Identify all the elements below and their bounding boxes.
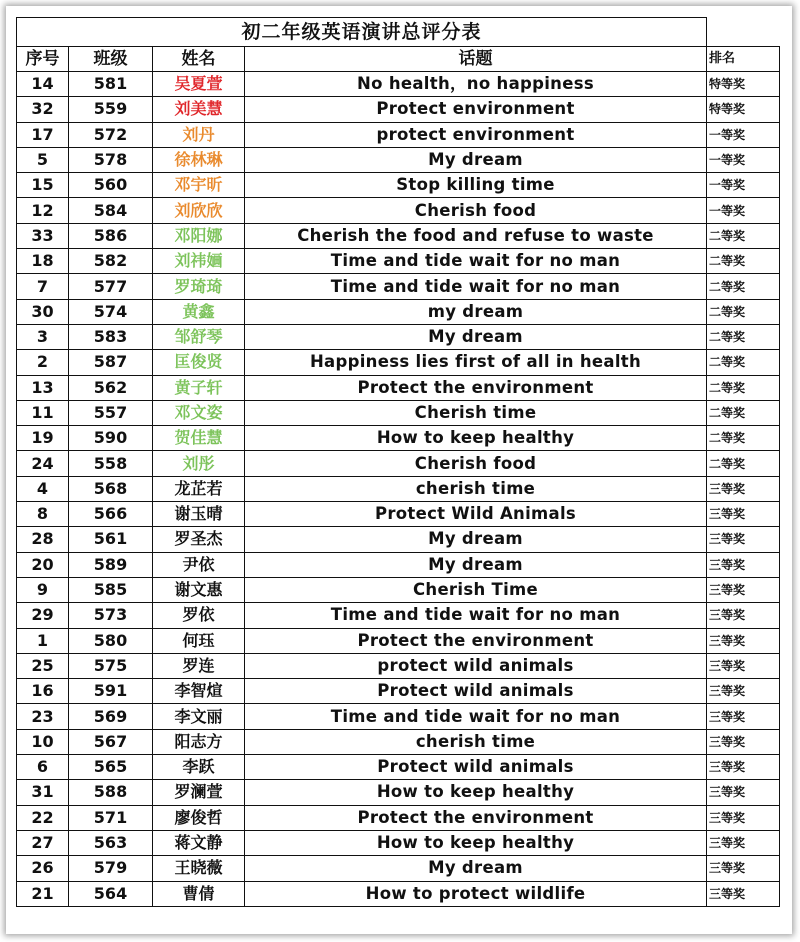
cell-seq: 2: [17, 350, 69, 375]
cell-topic: Happiness lies first of all in health: [245, 350, 707, 375]
cell-rank: 二等奖: [707, 350, 780, 375]
cell-rank: 三等奖: [707, 653, 780, 678]
cell-rank: 二等奖: [707, 400, 780, 425]
table-row: [17, 729, 780, 754]
table-row: [17, 552, 780, 577]
cell-class: 585: [69, 577, 153, 602]
cell-class: 567: [69, 729, 153, 754]
cell-rank: 二等奖: [707, 324, 780, 349]
cell-class: 578: [69, 147, 153, 172]
table-title: 初二年级英语演讲总评分表: [17, 18, 707, 47]
table-row: [17, 476, 780, 501]
cell-name: 谢文惠: [153, 577, 245, 602]
cell-class: 580: [69, 628, 153, 653]
cell-topic: my dream: [245, 299, 707, 324]
cell-rank: 三等奖: [707, 755, 780, 780]
cell-topic: Cherish food: [245, 198, 707, 223]
cell-class: 559: [69, 97, 153, 122]
cell-seq: 31: [17, 780, 69, 805]
cell-name: 何珏: [153, 628, 245, 653]
table-row: [17, 780, 780, 805]
table-row: [17, 198, 780, 223]
table-row: [17, 856, 780, 881]
cell-rank: 三等奖: [707, 780, 780, 805]
cell-name: 王晓薇: [153, 856, 245, 881]
cell-topic: Cherish the food and refuse to waste: [245, 223, 707, 248]
table-row: [17, 97, 780, 122]
table-row: [17, 223, 780, 248]
cell-seq: 5: [17, 147, 69, 172]
cell-name: 邓宇昕: [153, 173, 245, 198]
cell-name: 罗圣杰: [153, 527, 245, 552]
table-row: [17, 603, 780, 628]
cell-rank: 特等奖: [707, 72, 780, 97]
table-row: [17, 299, 780, 324]
cell-seq: 33: [17, 223, 69, 248]
cell-seq: 24: [17, 451, 69, 476]
cell-topic: Protect the environment: [245, 375, 707, 400]
header-row: [17, 47, 780, 72]
cell-name: 贺佳慧: [153, 426, 245, 451]
cell-class: 562: [69, 375, 153, 400]
cell-topic: Time and tide wait for no man: [245, 274, 707, 299]
table-row: [17, 72, 780, 97]
cell-name: 罗琦琦: [153, 274, 245, 299]
cell-topic: Protect wild animals: [245, 679, 707, 704]
cell-name: 蒋文静: [153, 830, 245, 855]
cell-name: 罗澜萱: [153, 780, 245, 805]
cell-rank: 三等奖: [707, 577, 780, 602]
cell-seq: 23: [17, 704, 69, 729]
cell-rank: 三等奖: [707, 603, 780, 628]
cell-name: 曹倩: [153, 881, 245, 906]
cell-class: 560: [69, 173, 153, 198]
cell-topic: protect environment: [245, 122, 707, 147]
table-row: [17, 147, 780, 172]
cell-topic: Cherish food: [245, 451, 707, 476]
cell-seq: 11: [17, 400, 69, 425]
cell-name: 刘彤: [153, 451, 245, 476]
cell-seq: 15: [17, 173, 69, 198]
cell-name: 刘美慧: [153, 97, 245, 122]
cell-rank: 一等奖: [707, 198, 780, 223]
cell-class: 591: [69, 679, 153, 704]
cell-name: 邹舒琴: [153, 324, 245, 349]
cell-seq: 13: [17, 375, 69, 400]
cell-seq: 32: [17, 97, 69, 122]
cell-rank: 二等奖: [707, 274, 780, 299]
table-body: [17, 72, 780, 907]
cell-seq: 20: [17, 552, 69, 577]
table-row: [17, 502, 780, 527]
cell-rank: 三等奖: [707, 704, 780, 729]
cell-name: 阳志方: [153, 729, 245, 754]
cell-topic: Cherish time: [245, 400, 707, 425]
score-table: [16, 17, 780, 907]
cell-class: 572: [69, 122, 153, 147]
cell-class: 587: [69, 350, 153, 375]
cell-topic: Time and tide wait for no man: [245, 603, 707, 628]
cell-topic: Protect environment: [245, 97, 707, 122]
cell-seq: 7: [17, 274, 69, 299]
cell-seq: 4: [17, 476, 69, 501]
cell-name: 李跃: [153, 755, 245, 780]
cell-class: 588: [69, 780, 153, 805]
header-topic: 话题: [245, 47, 707, 72]
cell-class: 574: [69, 299, 153, 324]
cell-class: 557: [69, 400, 153, 425]
cell-topic: cherish time: [245, 729, 707, 754]
cell-rank: 一等奖: [707, 122, 780, 147]
cell-rank: 二等奖: [707, 451, 780, 476]
cell-name: 尹依: [153, 552, 245, 577]
cell-topic: My dream: [245, 527, 707, 552]
cell-topic: cherish time: [245, 476, 707, 501]
table-row: [17, 173, 780, 198]
cell-seq: 3: [17, 324, 69, 349]
table-row: [17, 704, 780, 729]
table-row: [17, 805, 780, 830]
cell-topic: How to keep healthy: [245, 830, 707, 855]
table-row: [17, 451, 780, 476]
cell-rank: 三等奖: [707, 476, 780, 501]
cell-seq: 30: [17, 299, 69, 324]
cell-topic: My dream: [245, 552, 707, 577]
cell-class: 571: [69, 805, 153, 830]
cell-seq: 28: [17, 527, 69, 552]
cell-rank: 二等奖: [707, 249, 780, 274]
table-row: [17, 375, 780, 400]
cell-name: 刘祎婳: [153, 249, 245, 274]
cell-class: 575: [69, 653, 153, 678]
cell-name: 徐林琳: [153, 147, 245, 172]
cell-rank: 三等奖: [707, 552, 780, 577]
cell-rank: 三等奖: [707, 856, 780, 881]
cell-seq: 29: [17, 603, 69, 628]
cell-seq: 14: [17, 72, 69, 97]
cell-name: 刘欣欣: [153, 198, 245, 223]
cell-topic: Cherish Time: [245, 577, 707, 602]
cell-rank: 三等奖: [707, 881, 780, 906]
cell-seq: 16: [17, 679, 69, 704]
cell-seq: 22: [17, 805, 69, 830]
header-rank: 排名: [707, 47, 780, 72]
cell-seq: 21: [17, 881, 69, 906]
cell-topic: My dream: [245, 856, 707, 881]
table-row: [17, 881, 780, 906]
cell-class: 563: [69, 830, 153, 855]
cell-seq: 12: [17, 198, 69, 223]
cell-topic: Protect the environment: [245, 805, 707, 830]
cell-name: 邓文姿: [153, 400, 245, 425]
cell-topic: My dream: [245, 147, 707, 172]
cell-name: 黄鑫: [153, 299, 245, 324]
table-row: [17, 527, 780, 552]
cell-topic: No health，no happiness: [245, 72, 707, 97]
table-row: [17, 426, 780, 451]
cell-class: 582: [69, 249, 153, 274]
cell-class: 564: [69, 881, 153, 906]
cell-class: 566: [69, 502, 153, 527]
cell-name: 邓阳娜: [153, 223, 245, 248]
table-row: [17, 653, 780, 678]
cell-seq: 1: [17, 628, 69, 653]
cell-rank: 一等奖: [707, 173, 780, 198]
cell-name: 龙芷若: [153, 476, 245, 501]
cell-topic: My dream: [245, 324, 707, 349]
table-row: [17, 249, 780, 274]
cell-rank: 三等奖: [707, 830, 780, 855]
cell-topic: How to keep healthy: [245, 426, 707, 451]
cell-seq: 9: [17, 577, 69, 602]
cell-rank: 三等奖: [707, 729, 780, 754]
header-seq: 序号: [17, 47, 69, 72]
cell-topic: How to keep healthy: [245, 780, 707, 805]
cell-seq: 10: [17, 729, 69, 754]
table-row: [17, 830, 780, 855]
table-row: [17, 324, 780, 349]
cell-seq: 18: [17, 249, 69, 274]
cell-rank: 二等奖: [707, 375, 780, 400]
cell-class: 586: [69, 223, 153, 248]
cell-topic: Protect wild animals: [245, 755, 707, 780]
cell-rank: 二等奖: [707, 426, 780, 451]
cell-rank: 三等奖: [707, 805, 780, 830]
table-row: [17, 350, 780, 375]
table-row: [17, 628, 780, 653]
cell-name: 罗依: [153, 603, 245, 628]
cell-rank: 二等奖: [707, 223, 780, 248]
table-row: [17, 400, 780, 425]
cell-seq: 19: [17, 426, 69, 451]
table-row: [17, 679, 780, 704]
cell-topic: Protect Wild Animals: [245, 502, 707, 527]
cell-class: 577: [69, 274, 153, 299]
cell-class: 569: [69, 704, 153, 729]
cell-rank: 特等奖: [707, 97, 780, 122]
table-row: [17, 274, 780, 299]
table-row: [17, 755, 780, 780]
cell-seq: 17: [17, 122, 69, 147]
cell-class: 579: [69, 856, 153, 881]
cell-class: 584: [69, 198, 153, 223]
cell-class: 565: [69, 755, 153, 780]
cell-seq: 26: [17, 856, 69, 881]
cell-topic: Protect the environment: [245, 628, 707, 653]
cell-rank: 三等奖: [707, 628, 780, 653]
title-row: [17, 18, 780, 47]
table-row: [17, 577, 780, 602]
cell-name: 吴夏萱: [153, 72, 245, 97]
table-row: [17, 122, 780, 147]
cell-class: 558: [69, 451, 153, 476]
cell-name: 廖俊哲: [153, 805, 245, 830]
cell-seq: 25: [17, 653, 69, 678]
cell-class: 590: [69, 426, 153, 451]
cell-topic: Stop killing time: [245, 173, 707, 198]
cell-seq: 27: [17, 830, 69, 855]
header-class: 班级: [69, 47, 153, 72]
cell-class: 583: [69, 324, 153, 349]
header-name: 姓名: [153, 47, 245, 72]
cell-seq: 6: [17, 755, 69, 780]
cell-topic: protect wild animals: [245, 653, 707, 678]
cell-topic: Time and tide wait for no man: [245, 249, 707, 274]
cell-name: 黄子轩: [153, 375, 245, 400]
cell-rank: 三等奖: [707, 502, 780, 527]
title-blank-cell: [707, 18, 780, 47]
cell-name: 匡俊贤: [153, 350, 245, 375]
cell-class: 561: [69, 527, 153, 552]
cell-topic: How to protect wildlife: [245, 881, 707, 906]
cell-name: 罗连: [153, 653, 245, 678]
cell-name: 李智煊: [153, 679, 245, 704]
cell-rank: 三等奖: [707, 679, 780, 704]
cell-class: 568: [69, 476, 153, 501]
cell-class: 589: [69, 552, 153, 577]
cell-name: 刘丹: [153, 122, 245, 147]
cell-class: 573: [69, 603, 153, 628]
cell-rank: 一等奖: [707, 147, 780, 172]
cell-class: 581: [69, 72, 153, 97]
cell-name: 谢玉晴: [153, 502, 245, 527]
cell-seq: 8: [17, 502, 69, 527]
cell-rank: 三等奖: [707, 527, 780, 552]
cell-name: 李文丽: [153, 704, 245, 729]
cell-topic: Time and tide wait for no man: [245, 704, 707, 729]
cell-rank: 二等奖: [707, 299, 780, 324]
